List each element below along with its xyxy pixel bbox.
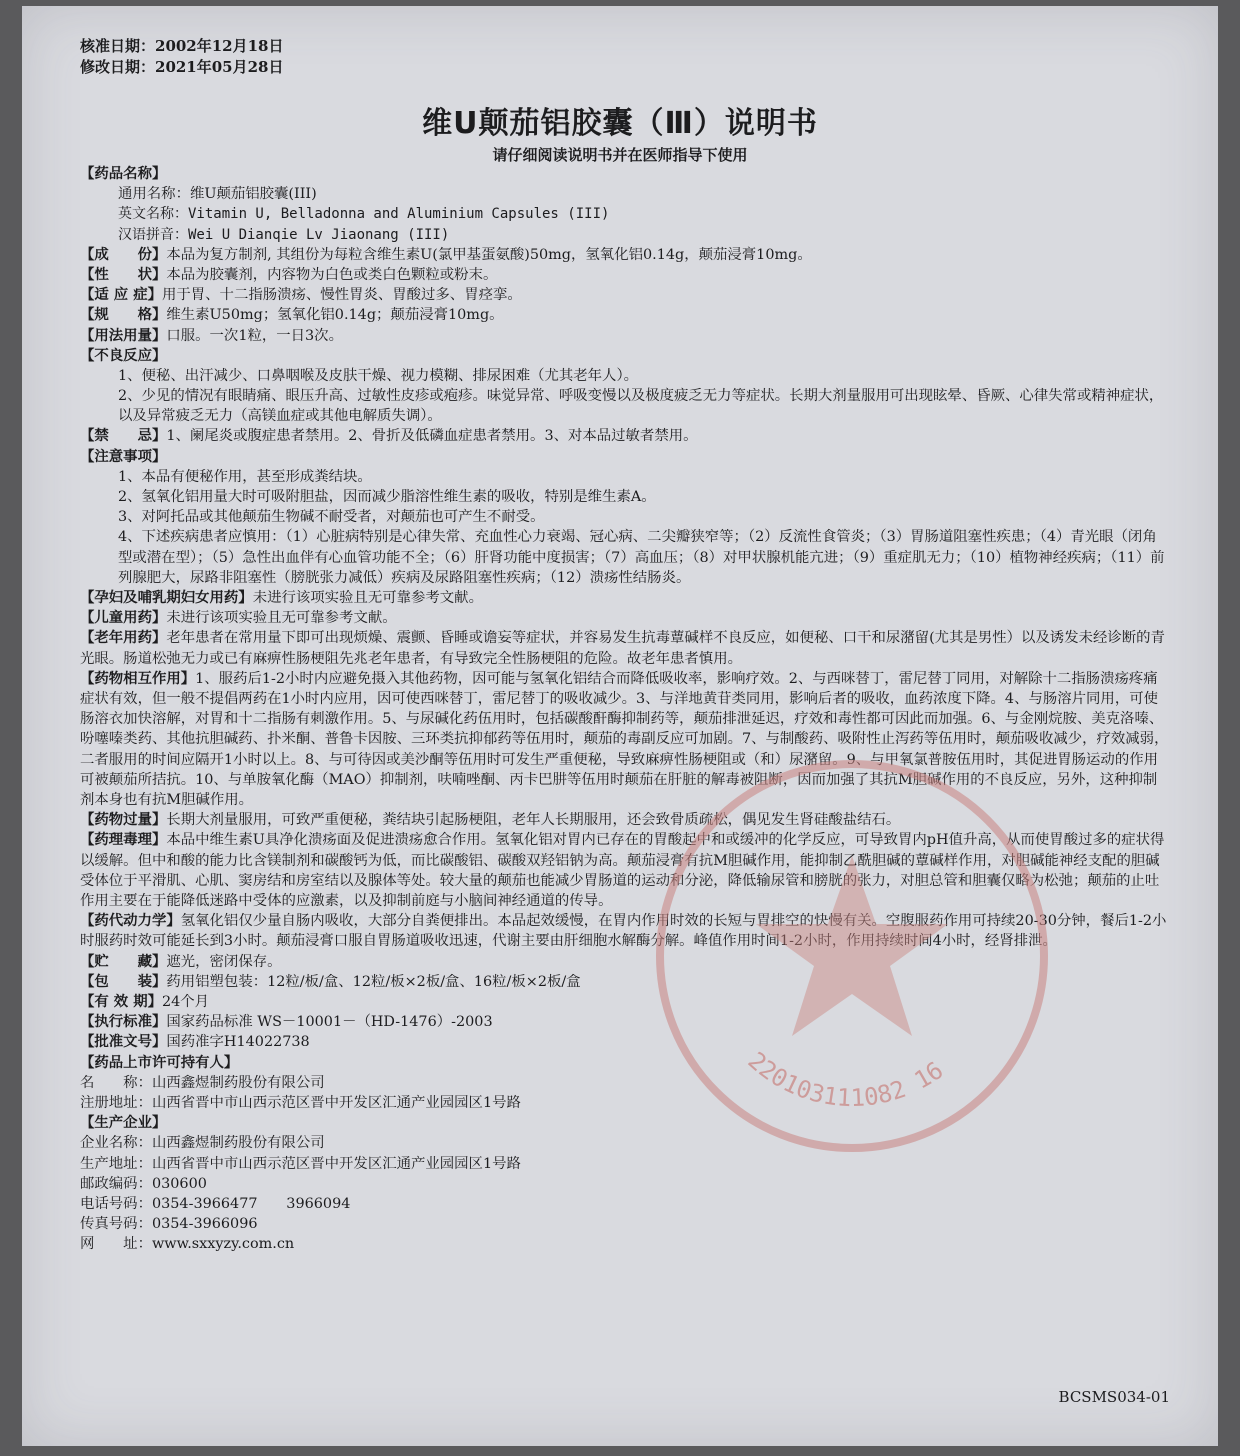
manufacturer-postcode: 邮政编码：030600 [80,1175,207,1192]
document-title: 维U颠茄铝胶囊（Ⅲ）说明书 [422,106,818,141]
contraindications-row [80,426,1170,446]
precaution-item: 2、氢氧化铝用量大时可吸附胆盐，因而减少脂溶性维生素的吸收，特别是维生素A。 [118,489,656,506]
interactions-row [80,669,1170,810]
generic-name: 通用名称：维U颠茄铝胶囊(III) [118,186,317,203]
adverse-item: 1、便秘、出汗减少、口鼻咽喉及皮肤干燥、视力模糊、排尿困难（尤其老年人）。 [118,367,639,384]
pregnancy-row [80,588,1170,608]
pediatric-text: 未进行该项实验且无可靠参考文献。 [166,610,397,627]
validity-text: 24个月 [161,994,210,1011]
storage-text: 遮光，密闭保存。 [166,953,282,970]
indications-label: 【适 应 症】 [80,287,162,304]
specification-label: 【规 格】 [80,307,167,324]
approval-text: 国药准字H14022738 [166,1034,310,1051]
package-row [80,972,1170,992]
manufacturer-phone: 电话号码：0354-3966477 3966094 [80,1195,351,1212]
storage-label: 【贮 藏】 [80,953,167,970]
storage-row [80,952,1170,972]
indications-row [80,285,1170,305]
approval-label: 【批准文号】 [80,1034,167,1051]
dates-block [80,36,284,78]
overdose-text: 长期大剂量服用，可致严重便秘，粪结块引起肠梗阻，老年人长期服用，还会致骨质疏松，偶见发生肾硅酸盐结石。 [166,812,901,829]
standard-label: 【执行标准】 [80,1014,167,1031]
revision-date: 修改日期：2021年05月28日 [80,58,284,76]
package-label: 【包 装】 [80,973,167,990]
interactions-text: 1、服药后1-2小时内应避免摄入其他药物，因可能与氢氧化铝结合而降低吸收率，影响疗效。2、与西咪替丁，雷尼替丁同用，对解除十二指肠溃疡疼痛症状有效，但一般不提倡两药在1小时内应用，因可使西咪替丁，雷尼替丁的吸收减少。3、与洋地黄苷类同用，影响后者的吸收，血药浓度下降。4、与肠溶片同用，可使肠溶衣加快溶解，对胃和十二指肠有刺激作用。5、与尿碱化药伍用时，包括碳酸酐酶抑制药等，颠茄排泄延迟，疗效和毒性都可因此而加强。6、与金刚烷胺、美克洛嗪、吩噻嗪类药、其他抗胆碱药、扑米酮、普鲁卡因胺、三环类抗抑郁药等伍用时，颠茄的毒副反应可加剧。7、与制酸药、吸附性止泻药等伍用时，颠茄吸收减少，疗效减弱，二者服用的时间应隔开1小时以上。8、与可待因或美沙酮等伍用时可发生严重便秘，导致麻痹性肠梗阻或（和）尿潴留。9、与甲氧氯普胺伍用时，其促进胃肠运动的作用可被颠茄所拮抗。10、与单胺氧化酶（MAO）抑制剂，呋喃唑酮、丙卡巴肼等伍用时颠茄在肝脏的解毒被阻断，因而加强了其抗M胆碱作用的不良反应，另外，这种抑制剂本身也有抗M胆碱作用。 [80,670,1169,809]
interactions-label: 【药物相互作用】 [80,670,196,687]
precaution-item: 4、下述疾病患者应慎用：（1）心脏病特别是心律失常、充血性心力衰竭、冠心病、二尖瓣狭窄等；（2）反流性食管炎；（3）胃肠道阻塞性疾患；（4）青光眼（闭角型或潜在型）；（5）急性出血伴有心血管功能不全；（6）肝肾功能中度损害；（7）高血压；（8）对甲状腺机能亢进；（9）重症肌无力；（10）植物神经疾病；（11）前列腺肥大，尿路非阻塞性（膀胱张力减低）疾病及尿路阻塞性疾病；（12）溃疡性结肠炎。 [118,529,1165,586]
manufacturer-name: 企业名称：山西鑫煜制药股份有限公司 [80,1135,325,1152]
seal-number: 220103111082 16 [742,1046,949,1113]
dosage-row [80,326,1170,346]
mah-address: 注册地址：山西省晋中市山西示范区晋中开发区汇通产业园园区1号路 [80,1094,521,1111]
approval-row [80,1032,1170,1052]
mah-name: 名 称：山西鑫煜制药股份有限公司 [80,1074,325,1091]
pharmacology-row [80,830,1170,911]
section-heading-drug-name: 【药品名称】 [80,166,167,182]
dosage-label: 【用法用量】 [80,327,167,344]
adverse-item: 2、少见的情况有眼睛痛、眼压升高、过敏性皮疹或疱疹。味觉异常、呼吸变慢以及极度疲乏无力等症状。长期大剂量服用可出现眩晕、昏厥、心律失常或精神症状，以及异常疲乏无力（高镁血症或其他电解质失调）。 [118,388,1164,425]
section-heading-mah: 【药品上市许可持有人】 [80,1054,239,1071]
specification-row [80,305,1170,325]
precaution-item: 3、对阿托品或其他颠茄生物碱不耐受者，对颠茄也可产生不耐受。 [118,509,545,526]
appearance-label: 【性 状】 [80,266,167,283]
pharmacokinetics-label: 【药代动力学】 [80,913,181,930]
pharmacokinetics-text: 氢氧化铝仅少量自肠内吸收，大部分自粪便排出。本品起效缓慢，在胃内作用时效的长短与胃排空的快慢有关。空腹服药作用可持续20-30分钟，餐后1-2小时服药时效可能延长到3小时。颠茄浸膏口服自胃肠道吸收迅速，代谢主要由肝细胞水解酶分解。峰值作用时间1-2小时，作用持续时间4小时，经肾排泄。 [80,913,1167,950]
validity-label: 【有 效 期】 [80,994,162,1011]
validity-row [80,992,1170,1012]
pharmacokinetics-row [80,911,1170,951]
document-code: BCSMS034-01 [1058,1388,1170,1406]
composition-row [80,245,1170,265]
section-heading-adverse: 【不良反应】 [80,347,167,364]
geriatric-label: 【老年用药】 [80,630,167,647]
overdose-label: 【药物过量】 [80,812,167,829]
composition-label: 【成 份】 [80,246,167,263]
manufacturer-website: 网 址：www.sxxyzy.com.cn [80,1236,295,1253]
indications-text: 用于胃、十二指肠溃疡、慢性胃炎、胃酸过多、胃痉挛。 [161,287,522,304]
section-heading-precautions: 【注意事项】 [80,448,167,465]
appearance-text: 本品为胶囊剂，内容物为白色或类白色颗粒或粉末。 [166,266,498,283]
leaflet-body [80,164,1170,1254]
pregnancy-label: 【孕妇及哺乳期妇女用药】 [80,590,253,607]
leaflet-page [22,6,1218,1446]
english-name: 英文名称：Vitamin U, Belladonna and Aluminium Capsules (III) [118,206,610,223]
pediatric-label: 【儿童用药】 [80,610,167,627]
pediatric-row [80,608,1170,628]
package-text: 药用铝塑包装：12粒/板/盒、12粒/板×2板/盒、16粒/板×2板/盒 [166,973,581,990]
pinyin-name: 汉语拼音：Wei U Dianqie Lv Jiaonang (III) [118,226,450,243]
pharmacology-label: 【药理毒理】 [80,832,167,849]
dosage-text: 口服。一次1粒，一日3次。 [166,327,343,344]
contraindications-text: 1、阑尾炎或腹症患者禁用。2、骨折及低磷血症患者禁用。3、对本品过敏者禁用。 [166,428,698,445]
appearance-row [80,265,1170,285]
overdose-row [80,810,1170,830]
pregnancy-text: 未进行该项实验且无可靠参考文献。 [252,590,483,607]
section-heading-manufacturer: 【生产企业】 [80,1115,167,1132]
approval-date: 核准日期：2002年12月18日 [80,37,284,55]
standard-row [80,1012,1170,1032]
manufacturer-address: 生产地址：山西省晋中市山西示范区晋中开发区汇通产业园园区1号路 [80,1155,521,1172]
specification-text: 维生素U50mg；氢氧化铝0.14g；颠茄浸膏10mg。 [166,307,504,324]
precaution-item: 1、本品有便秘作用，甚至形成粪结块。 [118,468,372,485]
geriatric-text: 老年患者在常用量下即可出现烦燥、震颤、昏睡或谵妄等症状，并容易发生抗毒蕈碱样不良反应，如便秘、口干和尿潴留(尤其是男性）以及诱发未经诊断的青光眼。肠道松弛无力或已有麻痹性肠梗阻先兆老年患者，有导致完全性肠梗阻的危险。故老年患者慎用。 [80,630,1165,667]
document-subtitle: 请仔细阅读说明书并在医师指导下使用 [492,146,748,164]
manufacturer-fax: 传真号码：0354-3966096 [80,1216,258,1233]
contraindications-label: 【禁 忌】 [80,428,167,445]
composition-text: 本品为复方制剂, 其组份为每粒含维生素U(氯甲基蛋氨酸)50mg，氢氧化铝0.14g，颠茄浸膏10mg。 [166,246,812,263]
geriatric-row [80,628,1170,668]
pharmacology-text: 本品中维生素U具净化溃疡面及促进溃疡愈合作用。氢氧化铝对胃内已存在的胃酸起中和或缓冲的化学反应，可导致胃内pH值升高，从而使胃酸过多的症状得以缓解。但中和酸的能力比含镁制剂和碳酸钙为低，而比碳酸铝、碳酸双羟铝钠为高。颠茄浸膏有抗M胆碱作用，能抑制乙酰胆碱的蕈碱样作用，对胆碱能神经支配的胆碱受体位于平滑肌、心肌、窦房结和房室结以及腺体等处。较大量的颠茄也能减少胃肠道的运动和分泌，降低输尿管和膀胱的张力，对胆总管和胆囊仅略为松弛；颠茄的止吐作用主要在于能降低迷路中受体的应激素，以及抑制前庭与小脑间神经通道的传导。 [80,832,1165,910]
standard-text: 国家药品标准 WS－10001－（HD-1476）-2003 [166,1014,493,1031]
